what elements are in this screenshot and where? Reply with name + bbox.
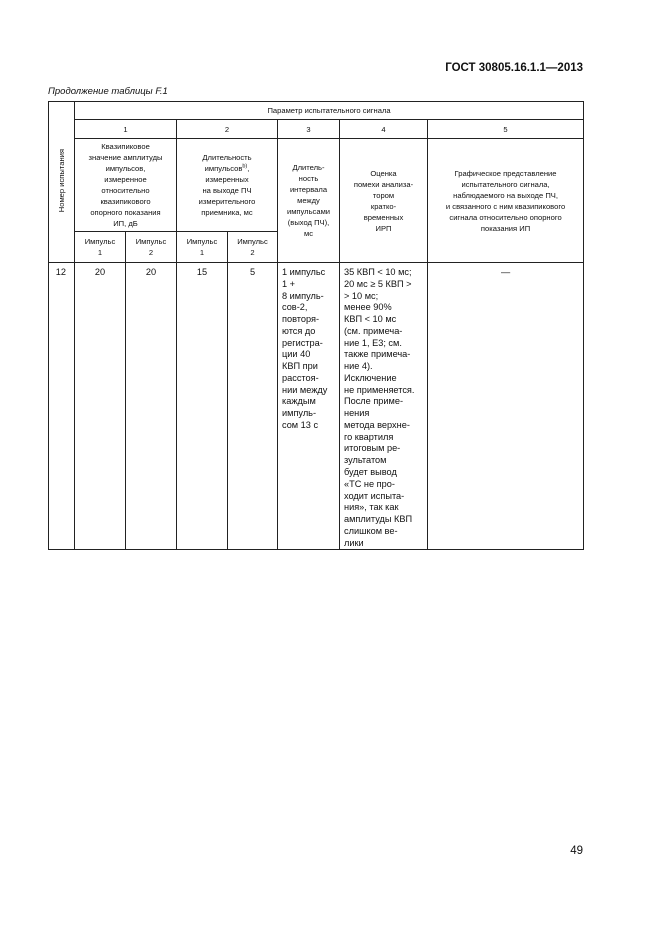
sub-header-dur-pulse-1: Импульс 1: [177, 232, 228, 263]
row-head-label: Номер испытания: [57, 148, 66, 213]
table-row: [49, 263, 584, 550]
header-assessment: Оценка помехи анализа- тором кратко- временных ИРП: [340, 139, 428, 263]
table-caption: Продолжение таблицы F.1: [48, 86, 168, 97]
graphic-representation: —: [428, 263, 584, 550]
test-number: 12: [49, 263, 75, 550]
sub-header-amp-pulse-2: Импульс 2: [126, 232, 177, 263]
duration-pulse-1: 15: [177, 263, 228, 550]
duration-pulse-2: 5: [228, 263, 278, 550]
standard-number: ГОСТ 30805.16.1.1—2013: [445, 62, 583, 74]
amplitude-pulse-1: 20: [75, 263, 126, 550]
page-number: 49: [570, 845, 583, 857]
group-header: Параметр испытательного сигнала: [75, 102, 584, 120]
sub-header-dur-pulse-2: Импульс 2: [228, 232, 278, 263]
duration-word: импульсов: [204, 164, 243, 173]
sub-header-amp-pulse-1: Импульс 1: [75, 232, 126, 263]
interval-description: 1 импульс 1 + 8 импуль- сов-2, повторя- ются до регистра- ции 40 КВП при расстоя- нии между каждым импуль- сом 13 с: [278, 263, 340, 550]
assessment-description: 35 КВП < 10 мс; 20 мс ≥ 5 КВП > > 10 мс; менее 90% КВП < 10 мс (см. примеча- ние 1, Е3; см. также примеча- ние 4). Исключение не применяется. После приме- нения метода верхне- го квартиля итоговым ре- зультатом будет вывод «ТС не про- ходит испыта- ния», так как амплитуды КВП слишком ве- лики: [340, 263, 428, 550]
amplitude-pulse-2: 20: [126, 263, 177, 550]
col-number-2: 2: [177, 120, 278, 139]
data-table: [48, 101, 583, 548]
row-head-cell: [49, 102, 75, 263]
duration-comma: ,: [247, 164, 250, 173]
col-number-3: 3: [278, 120, 340, 139]
duration-line: Длительность: [202, 153, 252, 162]
header-amplitude: Квазипиковое значение амплитуды импульсов, измеренное относительно квазипикового опорного показания ИП, дБ: [75, 139, 177, 232]
col-number-5: 5: [428, 120, 584, 139]
header-duration: [177, 139, 278, 232]
header-interval: Длитель- ность интервала между импульсами (выход ПЧ), мс: [278, 139, 340, 263]
col-number-4: 4: [340, 120, 428, 139]
footnote-ref: b): [242, 163, 248, 170]
col-number-1: 1: [75, 120, 177, 139]
header-graphic: Графическое представление испытательного сигнала, наблюдаемого на выходе ПЧ, и связанного с ним квазипикового сигнала относительно опорного показания ИП: [428, 139, 584, 263]
duration-rest: измеренных на выходе ПЧ измерительного приемника, мс: [198, 175, 256, 217]
